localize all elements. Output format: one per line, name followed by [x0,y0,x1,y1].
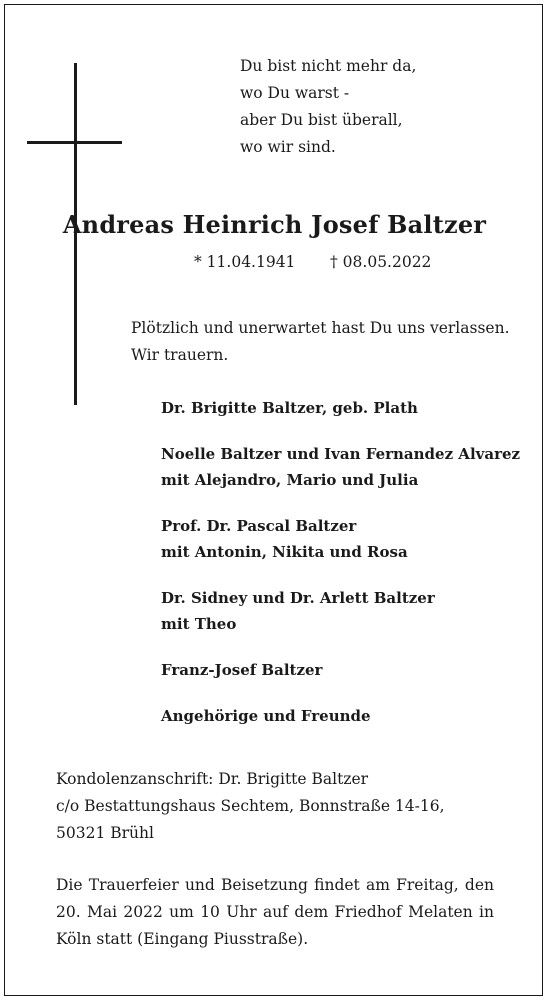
address-line: Kondolenzanschrift: Dr. Brigitte Baltzer [56,770,369,788]
mourner-line: Dr. Sidney und Dr. Arlett Baltzer [161,589,435,607]
mourner-line: Prof. Dr. Pascal Baltzer [161,517,357,535]
address-line: 50321 Brühl [56,824,154,842]
mourner-line: mit Alejandro, Mario und Julia [161,471,419,489]
mourner-group [161,513,520,565]
mourner-line: Franz-Josef Baltzer [161,661,323,679]
birth-date: * 11.04.1941 [194,253,296,271]
cross-icon-crossbar [27,141,122,144]
poem-line: Du bist nicht mehr da, [240,57,417,75]
mourner-line: mit Theo [161,615,237,633]
mourner-group [161,585,520,637]
obituary-notice [4,4,543,996]
mourner-line: Dr. Brigitte Baltzer, geb. Plath [161,399,418,417]
address-line: c/o Bestattungshaus Sechtem, Bonnstraße 14-16, [56,797,445,815]
death-date: † 08.05.2022 [330,253,432,271]
poem-line: wo Du warst - [240,84,350,102]
poem-line: aber Du bist überall, [240,111,403,129]
mourners-list [161,395,520,749]
intro-line: Wir trauern. [131,346,229,364]
condolence-address [56,766,445,847]
intro-line: Plötzlich und unerwartet hast Du uns verlassen. [131,319,510,337]
ceremony-info: Die Trauerfeier und Beisetzung findet am Freitag, den 20. Mai 2022 um 10 Uhr auf dem Friedhof Melaten in Köln statt (Eingang Piusstraße). [56,876,494,948]
mourner-group [161,441,520,493]
mourner-line: Noelle Baltzer und Ivan Fernandez Alvarez [161,445,521,463]
mourner-group [161,395,520,421]
deceased-name: Andreas Heinrich Josef Baltzer [62,210,487,239]
poem-line: wo wir sind. [240,138,336,156]
mourner-line: Angehörige und Freunde [161,707,371,725]
mourner-group [161,703,520,729]
poem [240,53,416,161]
intro-text [131,315,510,369]
mourner-line: mit Antonin, Nikita und Rosa [161,543,408,561]
mourner-group [161,657,520,683]
